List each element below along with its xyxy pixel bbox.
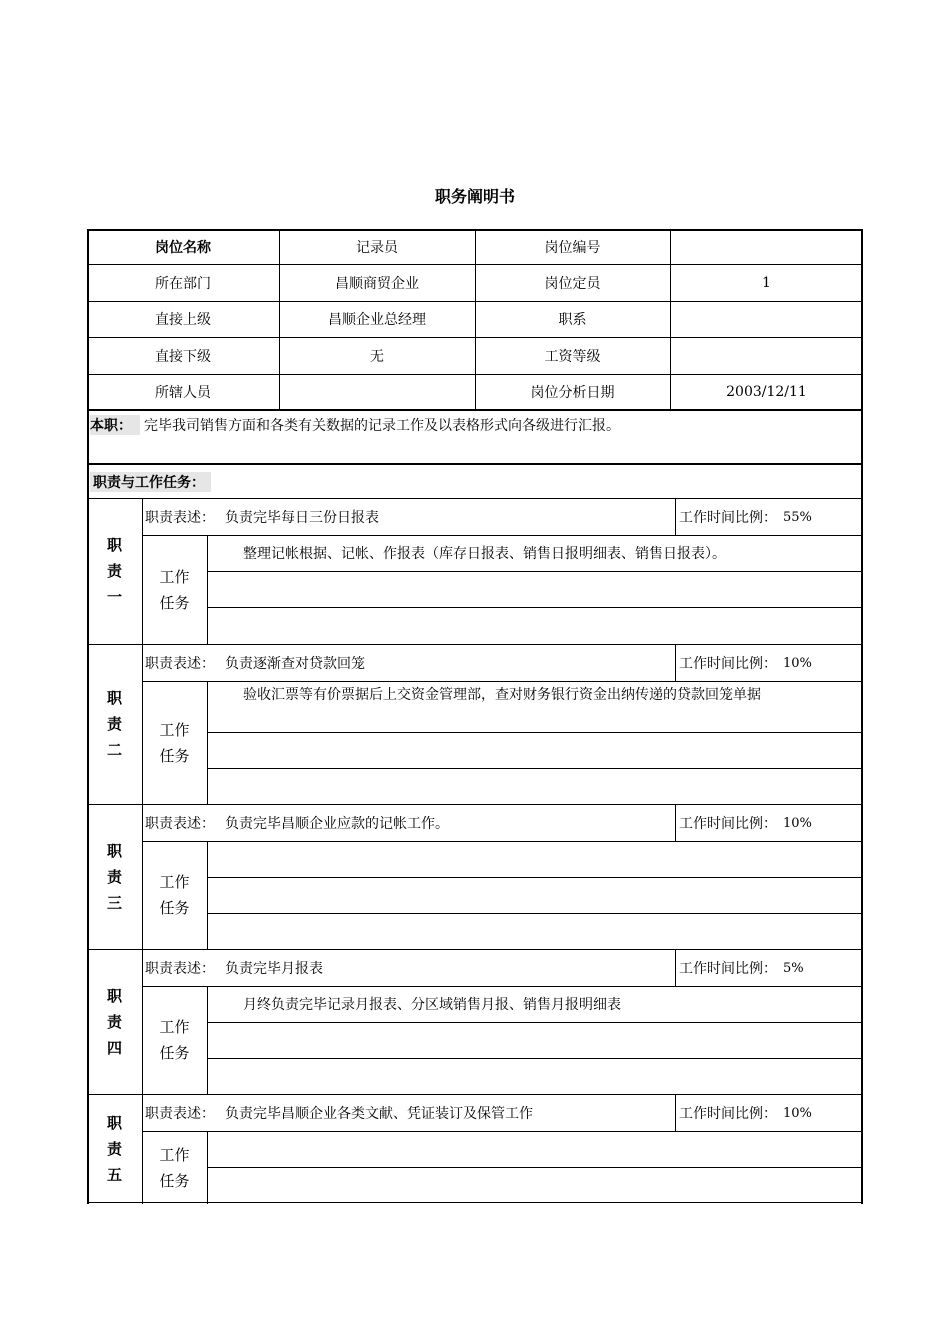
label-position-code: 岗位编号 — [544, 240, 601, 256]
label-staff-managed: 所辖人员 — [155, 385, 211, 401]
duty-4-ratio: 工作时间比例： 5% — [679, 960, 804, 977]
duty-3-description: 职责表述： 负责完毕昌顺企业应款的记帐工作。 — [145, 816, 449, 832]
duty-5-description: 职责表述： 负责完毕昌顺企业各类文献、凭证装订及保管工作 — [145, 1106, 533, 1122]
duty-1-ratio: 工作时间比例： 55% — [679, 509, 812, 526]
job-description-table — [87, 229, 863, 1204]
duty-3-task-label: 工作 任务 — [159, 873, 190, 917]
main-duty-text: 完毕我司销售方面和各类有关数据的记录工作及以表格形式向各级进行汇报。 — [144, 418, 620, 434]
value-staff-managed — [279, 374, 475, 410]
duty-1-description: 职责表述： 负责完毕每日三份日报表 — [145, 510, 379, 526]
value-position-code — [670, 229, 863, 265]
duty-1-task: 整理记帐根据、记帐、作报表（库存日报表、销售日报明细表、销售日报表）。 — [243, 546, 726, 562]
duty-1-task-label: 工作 任务 — [159, 567, 190, 612]
duty-3-label: 职 责 三 — [106, 841, 122, 912]
value-headcount: 1 — [762, 275, 771, 291]
duty-2-label: 职 责 二 — [106, 689, 122, 759]
main-duty-label: 本职： — [90, 415, 140, 435]
label-direct-subordinate: 直接下级 — [155, 348, 211, 365]
label-headcount: 岗位定员 — [544, 276, 601, 292]
label-department: 所在部门 — [155, 276, 211, 292]
duty-2-ratio: 工作时间比例： 10% — [679, 655, 812, 672]
duty-2-description: 职责表述： 负责逐渐查对贷款回笼 — [145, 656, 365, 672]
label-analysis-date: 岗位分析日期 — [530, 385, 615, 401]
label-direct-superior: 直接上级 — [155, 312, 211, 328]
label-position-name: 岗位名称 — [155, 240, 211, 256]
label-salary-grade: 工资等级 — [544, 348, 601, 365]
label-job-series: 职系 — [558, 312, 587, 328]
duty-4-task-label: 工作 任务 — [159, 1018, 190, 1062]
duty-4-task: 月终负责完毕记录月报表、分区域销售月报、销售月报明细表 — [243, 997, 621, 1013]
duty-4-description: 职责表述： 负责完毕月报表 — [145, 961, 323, 977]
section-label: 职责与工作任务： — [90, 472, 211, 492]
duty-2-task: 验收汇票等有价票据后上交资金管理部，查对财务银行资金出纳传递的贷款回笼单据 — [243, 687, 761, 703]
duty-5-label: 职 责 五 — [106, 1114, 122, 1184]
value-salary-grade — [670, 337, 863, 374]
value-position-name: 记录员 — [356, 240, 398, 256]
duty-5-task-label: 工作 任务 — [159, 1145, 190, 1190]
duty-2-task-label: 工作 任务 — [159, 720, 190, 765]
value-department: 昌顺商贸企业 — [335, 276, 419, 292]
duty-3-task — [211, 841, 861, 877]
duty-4-label: 职 责 四 — [106, 986, 122, 1057]
value-direct-subordinate: 无 — [370, 348, 384, 365]
value-analysis-date: 2003/12/11 — [726, 384, 807, 400]
value-direct-superior: 昌顺企业总经理 — [328, 312, 426, 328]
duty-5-task — [211, 1131, 861, 1167]
duty-1-label: 职 责 一 — [106, 536, 122, 606]
value-job-series — [670, 301, 863, 337]
duty-5-ratio: 工作时间比例： 10% — [679, 1105, 812, 1122]
page-title: 职务阐明书 — [434, 187, 515, 206]
duty-3-ratio: 工作时间比例： 10% — [679, 815, 812, 832]
